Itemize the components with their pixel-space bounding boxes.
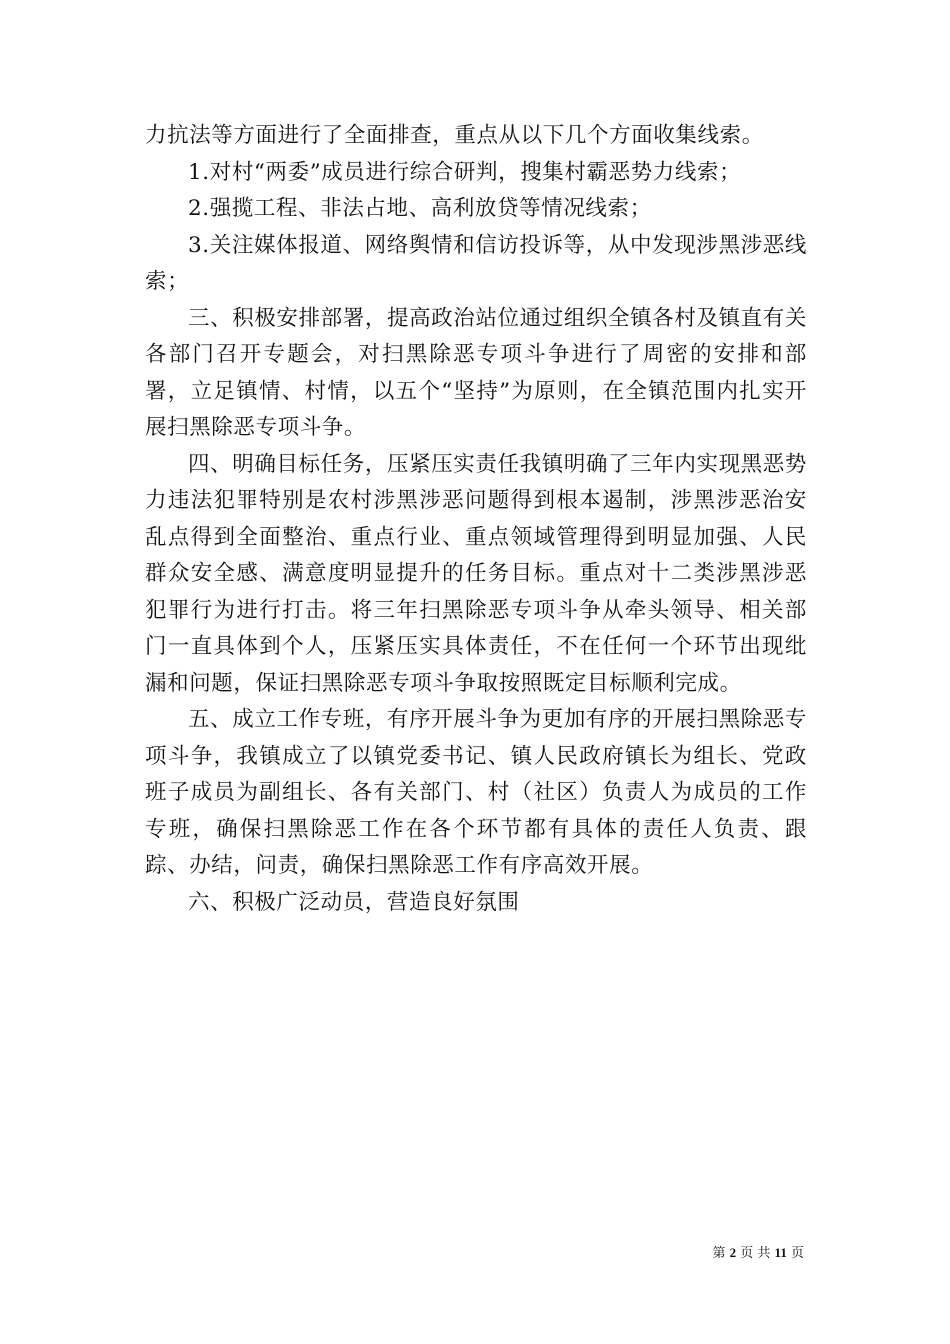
body-text [145,118,807,921]
section-paragraph: 四、明确目标任务，压紧压实责任我镇明确了三年内实现黑恶势力违法犯罪特别是农村涉黑涉恶问题得到根本遏制，涉黑涉恶治安乱点得到全面整治、重点行业、重点领域管理得到明显加强、人民群众安全感、满意度明显提升的任务目标。重点对十二类涉黑涉恶犯罪行为进行打击。将三年扫黑除恶专项斗争从牵头领导、相关部门一直具体到个人，压紧压实具体责任，不在任何一个环节出现纰漏和问题，保证扫黑除恶专项斗争取按照既定目标顺利完成。 [145,451,807,696]
section-heading: 六、积极广泛动员，营造良好氛围 [188,889,520,915]
list-item: 1.对村“两委”成员进行综合研判，搜集村霸恶势力线索； [188,159,742,185]
page-number-footer [712,1245,804,1262]
footer-middle: 页 共 [740,1246,771,1261]
paragraph: 力抗法等方面进行了全面排查，重点从以下几个方面收集线索。 [145,123,764,148]
current-page-number: 2 [729,1245,737,1260]
footer-suffix: 页 [790,1246,804,1261]
footer-prefix: 第 [712,1246,726,1261]
section-paragraph: 五、成立工作专班，有序开展斗争为更加有序的开展扫黑除恶专项斗争，我镇成立了以镇党委书记、镇人民政府镇长为组长、党政班子成员为副组长、各有关部门、村（社区）负责人为成员的工作专班，确保扫黑除恶工作在各个环节都有具体的责任人负责、跟踪、办结，问责，确保扫黑除恶工作有序高效开展。 [145,707,807,878]
list-item: 2.强揽工程、非法占地、高利放贷等情况线索； [188,196,652,221]
total-pages-number: 11 [774,1245,787,1260]
section-paragraph: 三、积极安排部署，提高政治站位通过组织全镇各村及镇直有关各部门召开专题会，对扫黑除恶专项斗争进行了周密的安排和部署，立足镇情、村情，以五个“坚持”为原则，在全镇范围内扎实开展扫黑除恶专项斗争。 [145,305,807,440]
list-item: 3.关注媒体报道、网络舆情和信访投诉等，从中发现涉黑涉恶线索； [145,232,807,294]
